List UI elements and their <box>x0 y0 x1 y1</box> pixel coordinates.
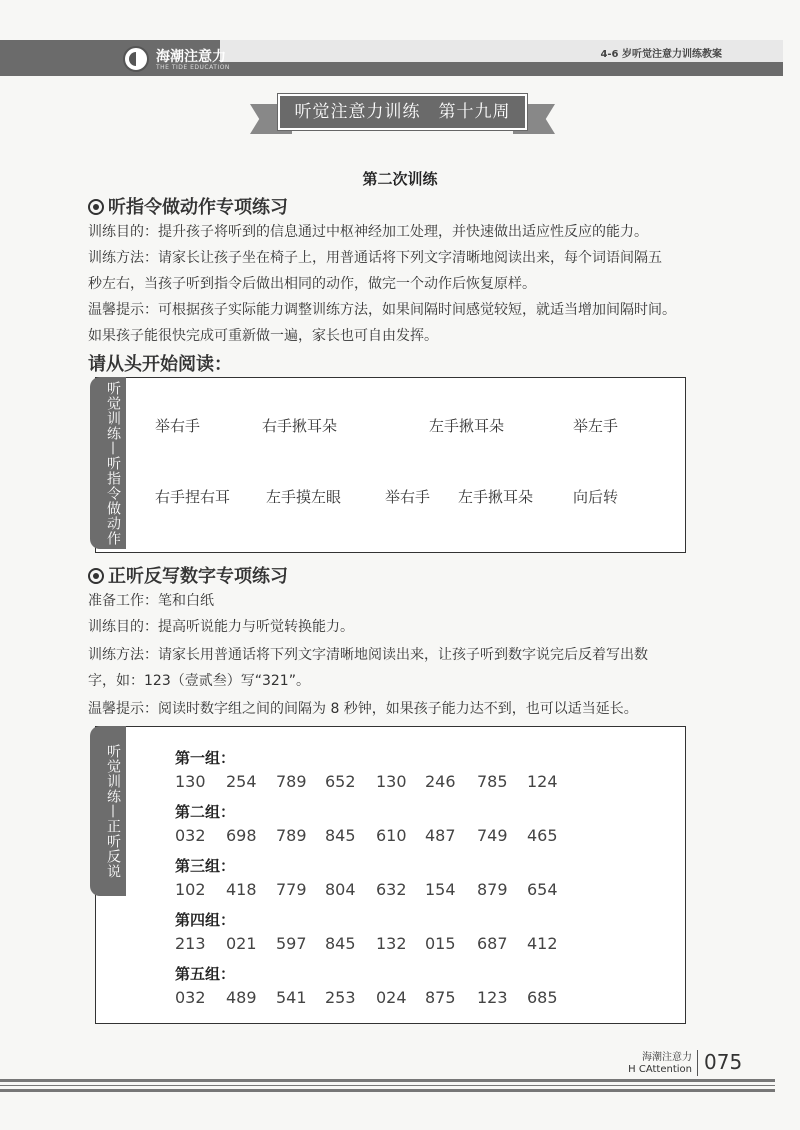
group-number: 465 <box>527 826 558 845</box>
exercise1-method-line2: 秒左右，当孩子听到指令后做出相同的动作，做完一个动作后恢复原样。 <box>88 276 536 292</box>
group-number: 487 <box>425 826 456 845</box>
group-number: 015 <box>425 934 456 953</box>
group-number: 779 <box>276 880 307 899</box>
exercise1-purpose: 训练目的：提升孩子将听到的信息通过中枢神经加工处理，并快速做出适应性反应的能力。 <box>88 224 648 240</box>
exercise1-heading <box>88 193 288 219</box>
radio-bullet-icon <box>88 199 104 215</box>
command-item: 左手揪耳朵 <box>458 488 534 506</box>
group-label: 第一组： <box>175 749 236 767</box>
group-label: 第二组： <box>175 803 236 821</box>
group-number: 610 <box>376 826 407 845</box>
group-number: 132 <box>376 934 407 953</box>
group-number: 254 <box>226 772 257 791</box>
numbers-box-tab: 听觉训练—正听反说 <box>90 726 126 896</box>
footer-divider <box>697 1050 698 1076</box>
exercise2-method-line2: 字，如：123（壹贰叁）写“321”。 <box>88 673 310 689</box>
exercise2-tip: 温馨提示：阅读时数字组之间的间隔为 8 秒钟，如果孩子能力达不到，也可以适当延长。 <box>88 701 638 717</box>
group-number: 253 <box>325 988 356 1007</box>
group-number: 685 <box>527 988 558 1007</box>
group-number: 845 <box>325 826 356 845</box>
group-number: 412 <box>527 934 558 953</box>
exercise1-heading-text: 听指令做动作专项练习 <box>108 197 288 218</box>
group-number: 032 <box>175 988 206 1007</box>
command-item: 右手捏右耳 <box>155 488 231 506</box>
group-number: 785 <box>477 772 508 791</box>
group-label: 第五组： <box>175 965 236 983</box>
page-number: 075 <box>704 1050 743 1074</box>
command-item: 左手揪耳朵 <box>429 417 505 435</box>
command-item: 举右手 <box>385 488 431 506</box>
group-number: 124 <box>527 772 558 791</box>
exercise2-prep: 准备工作：笔和白纸 <box>88 593 214 609</box>
exercise2-method-line1: 训练方法：请家长用普通话将下列文字清晰地阅读出来，让孩子听到数字说完后反着写出数 <box>88 647 648 663</box>
group-number: 789 <box>276 772 307 791</box>
radio-bullet-icon <box>88 568 104 584</box>
footer-rule <box>0 1079 775 1082</box>
command-item: 举右手 <box>155 417 201 435</box>
group-label: 第四组： <box>175 911 236 929</box>
group-number: 024 <box>376 988 407 1007</box>
group-label: 第三组： <box>175 857 236 875</box>
exercise2-purpose: 训练目的：提高听说能力与听觉转换能力。 <box>88 619 354 635</box>
group-number: 789 <box>276 826 307 845</box>
header-brand-sub: THE TIDE EDUCATION <box>156 64 230 71</box>
group-number: 130 <box>376 772 407 791</box>
section-title: 第二次训练 <box>362 170 438 188</box>
footer-brand-en: H CAttention <box>628 1064 692 1075</box>
exercise1-tip-line1: 温馨提示：可根据孩子实际能力调整训练方法，如果间隔时间感觉较短，就适当增加间隔时间。 <box>88 302 676 318</box>
book-title: 4-6 岁听觉注意力训练教案 <box>600 49 722 60</box>
group-number: 804 <box>325 880 356 899</box>
footer-brand-cn: 海潮注意力 <box>642 1052 692 1063</box>
group-number: 749 <box>477 826 508 845</box>
read-prompt: 请从头开始阅读： <box>88 354 232 375</box>
group-number: 597 <box>276 934 307 953</box>
ribbon-title: 听觉注意力训练 第十九周 <box>278 94 527 130</box>
group-number: 654 <box>527 880 558 899</box>
brand-logo-icon <box>123 46 149 72</box>
command-box <box>95 377 686 553</box>
header-brand: 海潮注意力 <box>156 49 226 65</box>
footer-rule <box>0 1089 775 1092</box>
week-ribbon <box>250 90 555 150</box>
group-number: 246 <box>425 772 456 791</box>
group-number: 102 <box>175 880 206 899</box>
command-item: 举左手 <box>573 417 619 435</box>
exercise2-heading <box>88 562 288 588</box>
exercise2-heading-text: 正听反写数字专项练习 <box>108 566 288 587</box>
group-number: 123 <box>477 988 508 1007</box>
group-number: 687 <box>477 934 508 953</box>
command-item: 左手摸左眼 <box>266 488 342 506</box>
group-number: 489 <box>226 988 257 1007</box>
group-number: 032 <box>175 826 206 845</box>
group-number: 652 <box>325 772 356 791</box>
group-number: 698 <box>226 826 257 845</box>
command-box-tab: 听觉训练—听指令做动作 <box>90 377 126 549</box>
group-number: 418 <box>226 880 257 899</box>
exercise1-tip-line2: 如果孩子能很快完成可重新做一遍，家长也可自由发挥。 <box>88 328 438 344</box>
command-item: 向后转 <box>573 488 619 506</box>
command-item: 右手揪耳朵 <box>262 417 338 435</box>
group-number: 845 <box>325 934 356 953</box>
group-number: 541 <box>276 988 307 1007</box>
group-number: 021 <box>226 934 257 953</box>
group-number: 875 <box>425 988 456 1007</box>
group-number: 632 <box>376 880 407 899</box>
exercise1-method-line1: 训练方法：请家长让孩子坐在椅子上，用普通话将下列文字清晰地阅读出来，每个词语间隔五 <box>88 250 662 266</box>
group-number: 154 <box>425 880 456 899</box>
footer-brand <box>628 1052 692 1076</box>
group-number: 130 <box>175 772 206 791</box>
group-number: 879 <box>477 880 508 899</box>
footer-rule <box>0 1085 775 1086</box>
group-number: 213 <box>175 934 206 953</box>
